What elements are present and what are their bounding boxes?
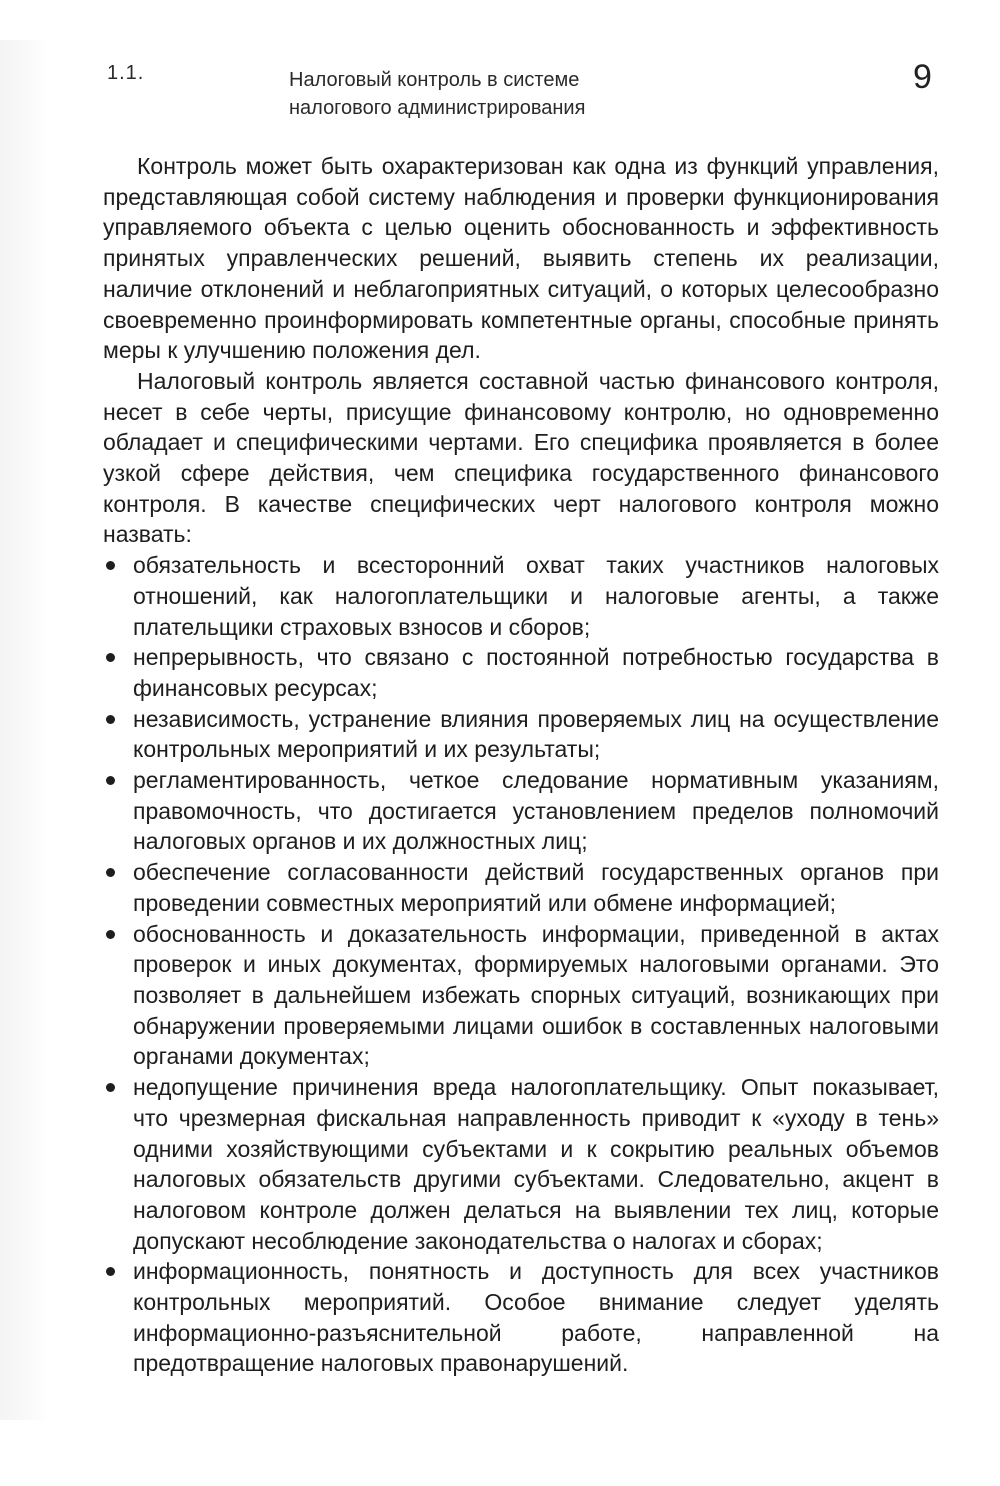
bullet-icon	[106, 1083, 115, 1092]
body-text	[103, 151, 939, 1379]
page-gutter-shadow	[0, 40, 48, 1420]
list-item	[103, 704, 939, 765]
paragraph: Налоговый контроль является составной частью финансового контроля, несет в себе черты, присущие финансовому контролю, но одновременно обладает и специфическими чертами. Его специфика проявляется в более узкой сфере действия, чем специфика государственного финансового контроля. В качестве специфических черт налогового контроля можно назвать:	[103, 367, 939, 548]
bullet-icon	[106, 1267, 115, 1276]
bullet-icon	[106, 930, 115, 939]
list-item-text: недопущение причинения вреда налогоплательщику. Опыт показывает, что чрезмерная фискальная направленность приводит к «уходу в тень» одними хозяйствующими субъектами и к сокрытию реальных объемов налоговых обязательств другими субъектами. Следовательно, акцент в налоговом контроле должен делаться на выявлении тех лиц, которые допускают несоблюдение законодательства о налогах и сборах;	[133, 1074, 939, 1254]
bullet-icon	[106, 715, 115, 724]
list-item	[103, 550, 939, 642]
list-item	[103, 1072, 939, 1256]
paragraph: Контроль может быть охарактеризован как одна из функций управления, представляющая собой систему наблюдения и проверки функционирования управляемого объекта с целью оценить обоснованность и эффективность принятых управленческих решений, выявить степень их реализации, наличие отклонений и неблагоприятных ситуаций, о которых целесообразно своевременно проинформировать компетентные органы, способные принять меры к улучшению положения дел.	[103, 153, 939, 364]
list-item	[103, 919, 939, 1073]
running-header-section-number: 1.1.	[107, 62, 145, 84]
list-item-text: регламентированность, четкое следование нормативным указаниям, правомочность, что достигается установлением пределов полномочий налоговых органов и их должностных лиц;	[133, 767, 939, 855]
bullet-icon	[106, 868, 115, 877]
page-number: 9	[913, 58, 932, 96]
list-item-text: независимость, устранение влияния проверяемых лиц на осуществление контрольных мероприятий и их результаты;	[133, 705, 939, 763]
running-header-title	[289, 66, 585, 122]
list-item-text: обеспечение согласованности действий государственных органов при проведении совместных мероприятий или обмене информацией;	[133, 859, 939, 916]
list-item-text: непрерывность, что связано с постоянной потребностью государства в финансовых ресурсах;	[133, 644, 939, 701]
running-header-title-line-1: Налоговый контроль в системе	[289, 69, 580, 91]
bullet-icon	[106, 776, 115, 785]
features-bullet-list	[103, 550, 939, 1379]
list-item	[103, 857, 939, 918]
list-item	[103, 765, 939, 857]
list-item	[103, 642, 939, 703]
list-item-text: информационность, понятность и доступность для всех участников контрольных мероприятий. Особое внимание следует уделять информационно-разъяснительной работе, направленной на предотвращение налоговых правонарушений.	[133, 1258, 939, 1377]
bullet-icon	[106, 561, 115, 570]
bullet-icon	[106, 653, 115, 662]
running-header-title-line-2: налогового администрирования	[289, 97, 586, 119]
list-item-text: обязательность и всесторонний охват таких участников налоговых отношений, как налогоплательщики и налоговые агенты, а также плательщики страховых взносов и сборов;	[133, 552, 939, 640]
list-item-text: обоснованность и доказательность информации, приведенной в актах проверок и иных документах, формируемых налоговыми органами. Это позволяет в дальнейшем избежать спорных ситуаций, возникающих при обнаружении проверяемыми лицами ошибок в составленных налоговыми органами документах;	[133, 920, 939, 1070]
list-item	[103, 1256, 939, 1379]
